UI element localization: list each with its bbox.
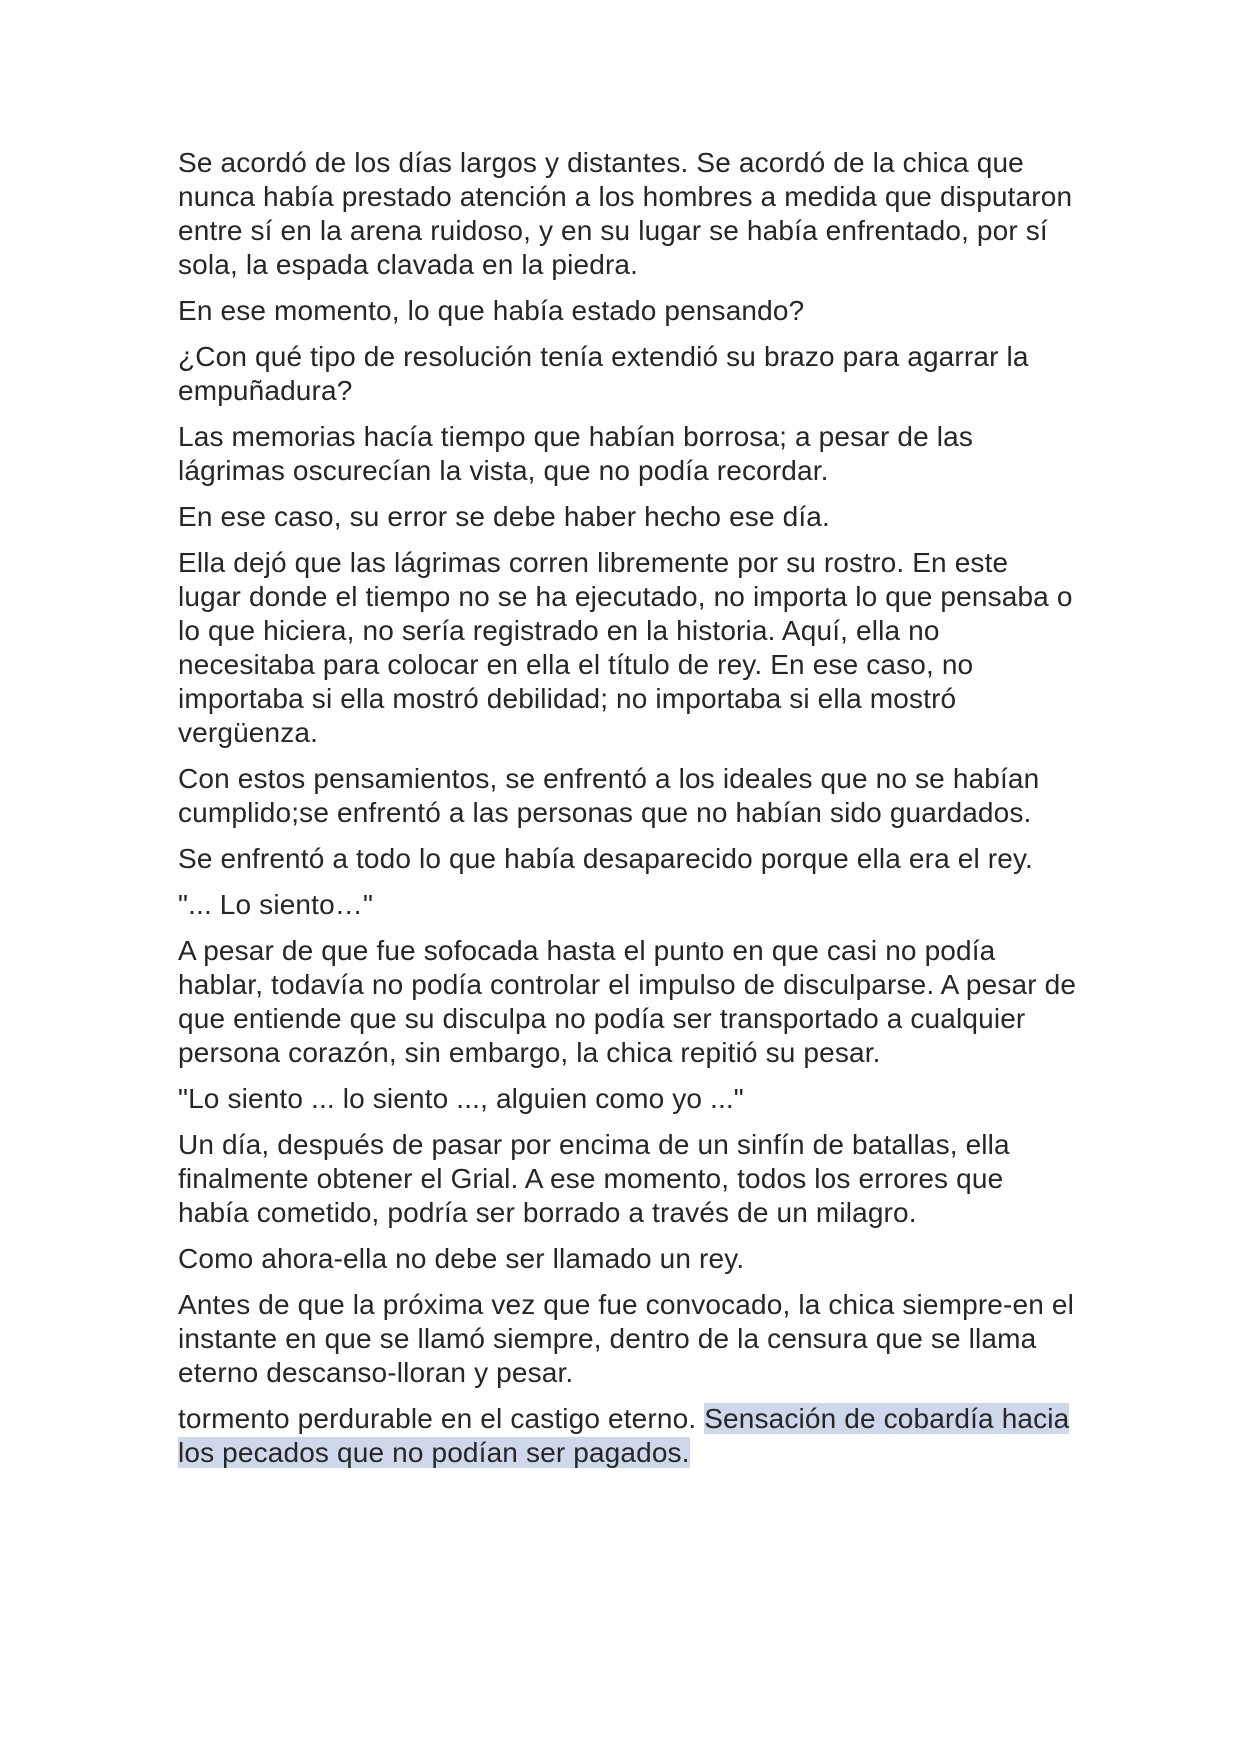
paragraph-12: Un día, después de pasar por encima de un sinfín de batallas, ella finalmente obtener el Grial. A ese momento, todos los errores que había cometido, podría ser borrado a través de un milagro. — [178, 1129, 1010, 1228]
paragraph-10: A pesar de que fue sofocada hasta el punto en que casi no podía hablar, todavía no podía controlar el impulso de disculparse. A pesar de que entiende que su disculpa no podía ser transportado a cualquier persona corazón, sin embargo, la chica repitió su pesar. — [178, 935, 1077, 1068]
paragraph-15 — [178, 1402, 1078, 1470]
paragraph-5: En ese caso, su error se debe haber hecho ese día. — [178, 501, 830, 532]
paragraph-15-plain-text: tormento perdurable en el castigo eterno. — [178, 1403, 705, 1434]
paragraph-6: Ella dejó que las lágrimas corren libremente por su rostro. En este lugar donde el tiempo no se ha ejecutado, no importa lo que pensaba o lo que hiciera, no sería registrado en la historia. Aquí, ella no necesitaba para colocar en ella el título de rey. En ese caso, no importaba si ella mostró debilidad; no importaba si ella mostró vergüenza. — [178, 547, 1073, 748]
paragraph-9: "... Lo siento…" — [178, 889, 374, 920]
paragraph-8: Se enfrentó a todo lo que había desaparecido porque ella era el rey. — [178, 843, 1033, 874]
paragraph-4: Las memorias hacía tiempo que habían borrosa; a pesar de las lágrimas oscurecían la vista, que no podía recordar. — [178, 421, 974, 486]
paragraph-11: "Lo siento ... lo siento ..., alguien como yo ..." — [178, 1083, 744, 1114]
paragraph-2: En ese momento, lo que había estado pensando? — [178, 295, 805, 326]
paragraph-7: Con estos pensamientos, se enfrentó a los ideales que no se habían cumplido;se enfrentó a las personas que no habían sido guardados. — [178, 763, 1040, 828]
paragraph-14: Antes de que la próxima vez que fue convocado, la chica siempre-en el instante en que se llamó siempre, dentro de la censura que se llama eterno descanso-lloran y pesar. — [178, 1289, 1074, 1388]
paragraph-13: Como ahora-ella no debe ser llamado un rey. — [178, 1243, 745, 1274]
paragraph-3: ¿Con qué tipo de resolución tenía extendió su brazo para agarrar la empuñadura? — [178, 341, 1029, 406]
document-page — [178, 146, 1078, 1482]
paragraph-1: Se acordó de los días largos y distantes. Se acordó de la chica que nunca había prestado atención a los hombres a medida que disputaron entre sí en la arena ruidoso, y en su lugar se había enfrentado, por sí sola, la espada clavada en la piedra. — [178, 147, 1073, 280]
highlighted-selection[interactable]: Sensación de cobardía hacia los pecados que no podían ser pagados. — [178, 1403, 1070, 1468]
